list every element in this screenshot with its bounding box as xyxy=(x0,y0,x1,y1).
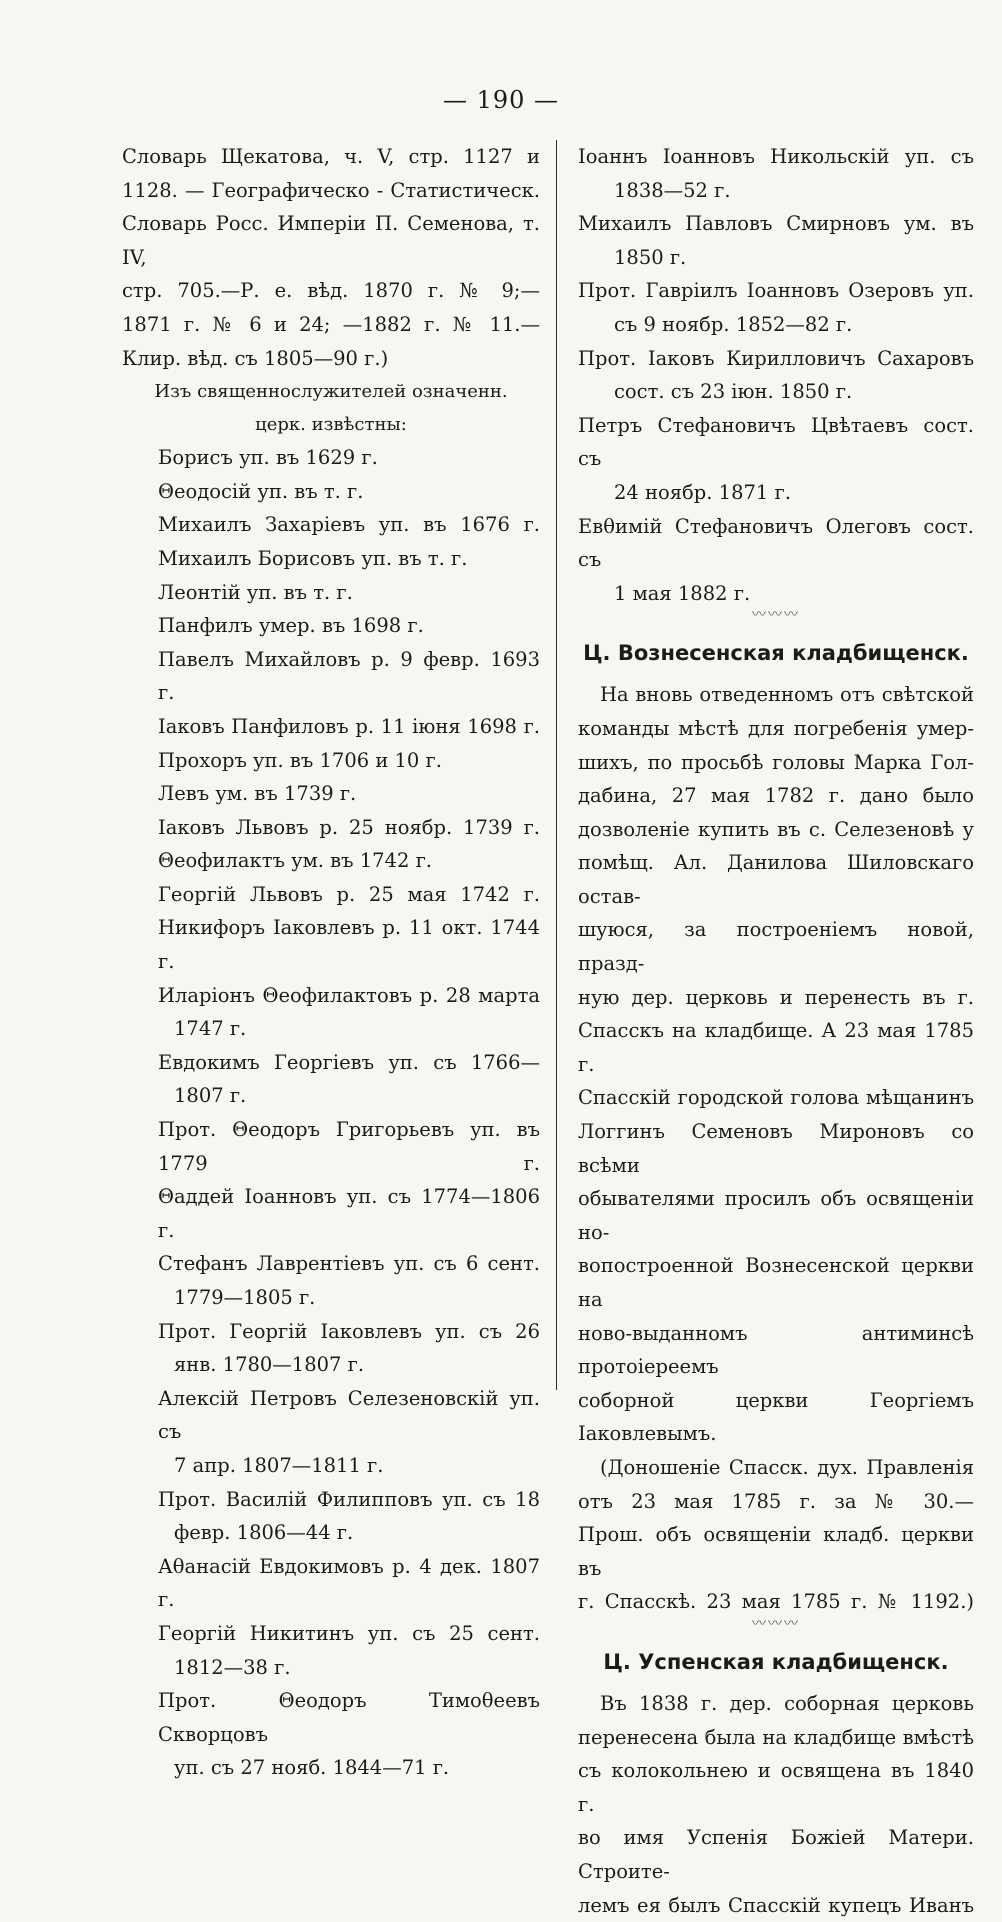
text-line: 24 ноябр. 1871 г. xyxy=(578,476,974,510)
text-line: Спасскъ на кладбище. А 23 мая 1785 г. xyxy=(578,1014,974,1081)
text-line: съ 9 ноябр. 1852—82 г. xyxy=(578,308,974,342)
text-line: 1838—52 г. xyxy=(578,174,974,208)
text-line: Алексiй Петровъ Селезеновскiй уп. съ xyxy=(122,1382,540,1449)
right-column xyxy=(578,140,974,1922)
text-line: Левъ ум. въ 1739 г. xyxy=(122,777,540,811)
text-line: Въ 1838 г. дер. соборная церковь xyxy=(578,1687,974,1721)
text-line: Iоаннъ Iоанновъ Никольскiй уп. съ xyxy=(578,140,974,174)
text-line: Михаилъ Павловъ Смирновъ ум. въ xyxy=(578,207,974,241)
text-line: Изъ священнослужителей означенн. xyxy=(122,375,540,408)
section-title-uspenskaya: Ц. Успенская кладбищенск. xyxy=(578,1645,974,1679)
section-body-uspenskaya xyxy=(578,1687,974,1922)
text-line: 1812—38 г. xyxy=(122,1651,540,1685)
ornament-divider: 〰〰〰 xyxy=(578,1613,974,1635)
text-line: Прохоръ уп. въ 1706 и 10 г. xyxy=(122,744,540,778)
text-line: отъ 23 мая 1785 г. за № 30.— xyxy=(578,1485,974,1519)
text-line: дозволенiе купить въ с. Селезеновѣ у xyxy=(578,813,974,847)
text-line: февр. 1806—44 г. xyxy=(122,1516,540,1550)
column-divider xyxy=(556,140,557,1390)
text-line: Леонтiй уп. въ т. г. xyxy=(122,576,540,610)
text-line: 1747 г. xyxy=(122,1012,540,1046)
text-line: 7 апр. 1807—1811 г. xyxy=(122,1449,540,1483)
text-line: Стефанъ Лаврентiевъ уп. съ 6 сент. xyxy=(122,1247,540,1281)
text-line: г. Спасскѣ. 23 мая 1785 г. № 1192.) xyxy=(578,1585,974,1619)
text-line: Борисъ уп. въ 1629 г. xyxy=(122,441,540,475)
text-line: Аθанасiй Евдокимовъ р. 4 дек. 1807 г. xyxy=(122,1550,540,1617)
text-line: Θаддей Iоанновъ уп. съ 1774—1806 г. xyxy=(122,1180,540,1247)
text-line: уп. съ 27 нояб. 1844—71 г. xyxy=(122,1751,540,1785)
text-line: Прот. Iаковъ Кирилловичъ Сахаровъ xyxy=(578,342,974,376)
text-line: Прот. Василiй Филипповъ уп. съ 18 xyxy=(122,1483,540,1517)
text-line: стр. 705.—Р. е. вѣд. 1870 г. № 9;— xyxy=(122,274,540,308)
text-line: 1871 г. № 6 и 24; —1882 г. № 11.— xyxy=(122,308,540,342)
text-line: Павелъ Михайловъ р. 9 февр. 1693 г. xyxy=(122,643,540,710)
text-line: Прот. Θеодоръ Тимоθеевъ Скворцовъ xyxy=(122,1684,540,1751)
section-body-voznesenskaya xyxy=(578,678,974,1619)
text-line: 1807 г. xyxy=(122,1079,540,1113)
text-line: лемъ ея былъ Спасскiй купецъ Иванъ xyxy=(578,1889,974,1922)
text-line: дабина, 27 мая 1782 г. дано было xyxy=(578,779,974,813)
ornament-divider: 〰〰〰 xyxy=(578,604,974,626)
text-line: Словарь Росс. Имперiи П. Семенова, т. IV, xyxy=(122,207,540,274)
text-line: Петръ Стефановичъ Цвѣтаевъ сост. съ xyxy=(578,409,974,476)
text-line: На вновь отведенномъ отъ свѣтской xyxy=(578,678,974,712)
text-line: перенесена была на кладбище вмѣстѣ xyxy=(578,1721,974,1755)
text-line: Логгинъ Семеновъ Мироновъ со всѣми xyxy=(578,1115,974,1182)
text-line: церк. извѣстны: xyxy=(122,408,540,441)
text-line: сост. съ 23 iюн. 1850 г. xyxy=(578,375,974,409)
text-line: обывателями просилъ объ освященiи но- xyxy=(578,1182,974,1249)
text-line: Георгiй Никитинъ уп. съ 25 сент. xyxy=(122,1617,540,1651)
text-line: 1 мая 1882 г. xyxy=(578,577,974,611)
text-line: шуюся, за построенiемъ новой, празд- xyxy=(578,913,974,980)
text-line: Прот. Θеодоръ Григорьевъ уп. въ 1779 г. xyxy=(122,1113,540,1180)
text-line: Прот. Георгiй Iаковлевъ уп. съ 26 xyxy=(122,1315,540,1349)
text-line: команды мѣстѣ для погребенiя умер- xyxy=(578,712,974,746)
text-line: Iаковъ Львовъ р. 25 ноябр. 1739 г. xyxy=(122,811,540,845)
text-line: Евдокимъ Георгiевъ уп. съ 1766— xyxy=(122,1046,540,1080)
text-line: Спасскiй городской голова мѣщанинъ xyxy=(578,1081,974,1115)
text-line: 1128. — Географическо - Статистическ. xyxy=(122,174,540,208)
text-line: Евθимiй Стефановичъ Олеговъ сост. съ xyxy=(578,510,974,577)
text-line: Клир. вѣд. съ 1805—90 г.) xyxy=(122,342,540,376)
text-line: ново-выданномъ антиминсѣ протоiереемъ xyxy=(578,1317,974,1384)
text-line: Словарь Щекатова, ч. V, стр. 1127 и xyxy=(122,140,540,174)
text-line: 1850 г. xyxy=(578,241,974,275)
text-line: Прош. объ освященiи кладб. церкви въ xyxy=(578,1518,974,1585)
text-line: Георгiй Львовъ р. 25 мая 1742 г. xyxy=(122,878,540,912)
text-line: соборной церкви Георгiемъ Iаковлевымъ. xyxy=(578,1384,974,1451)
text-line: Никифоръ Iаковлевъ р. 11 окт. 1744 г. xyxy=(122,911,540,978)
text-line: (Доношенiе Спасск. дух. Правленiя xyxy=(578,1451,974,1485)
clergy-list-continued xyxy=(578,140,974,610)
text-line: Θеодосiй уп. въ т. г. xyxy=(122,475,540,509)
section-title-voznesenskaya: Ц. Вознесенская кладбищенск. xyxy=(578,636,974,670)
text-line: шихъ, по просьбѣ головы Марка Гол- xyxy=(578,746,974,780)
text-line: янв. 1780—1807 г. xyxy=(122,1348,540,1382)
text-line: Иларiонъ Θеофилактовъ р. 28 марта xyxy=(122,979,540,1013)
text-line: Θеофилактъ ум. въ 1742 г. xyxy=(122,844,540,878)
text-line: помѣщ. Ал. Данилова Шиловскаго остав- xyxy=(578,846,974,913)
page-number: — 190 — xyxy=(0,86,1002,114)
text-line: 1779—1805 г. xyxy=(122,1281,540,1315)
text-line: ную дер. церковь и перенесть въ г. xyxy=(578,981,974,1015)
text-line: вопостроенной Вознесенской церкви на xyxy=(578,1249,974,1316)
text-line: Михаилъ Захарiевъ уп. въ 1676 г. xyxy=(122,508,540,542)
text-line: Михаилъ Борисовъ уп. въ т. г. xyxy=(122,542,540,576)
left-column xyxy=(122,140,540,1785)
text-line: Панфилъ умер. въ 1698 г. xyxy=(122,609,540,643)
text-line: Прот. Гаврiилъ Iоанновъ Озеровъ уп. xyxy=(578,274,974,308)
text-line: Iаковъ Панфиловъ р. 11 iюня 1698 г. xyxy=(122,710,540,744)
text-line: во имя Успенiя Божiей Матери. Строите- xyxy=(578,1821,974,1888)
text-line: съ колокольнею и освящена въ 1840 г. xyxy=(578,1754,974,1821)
